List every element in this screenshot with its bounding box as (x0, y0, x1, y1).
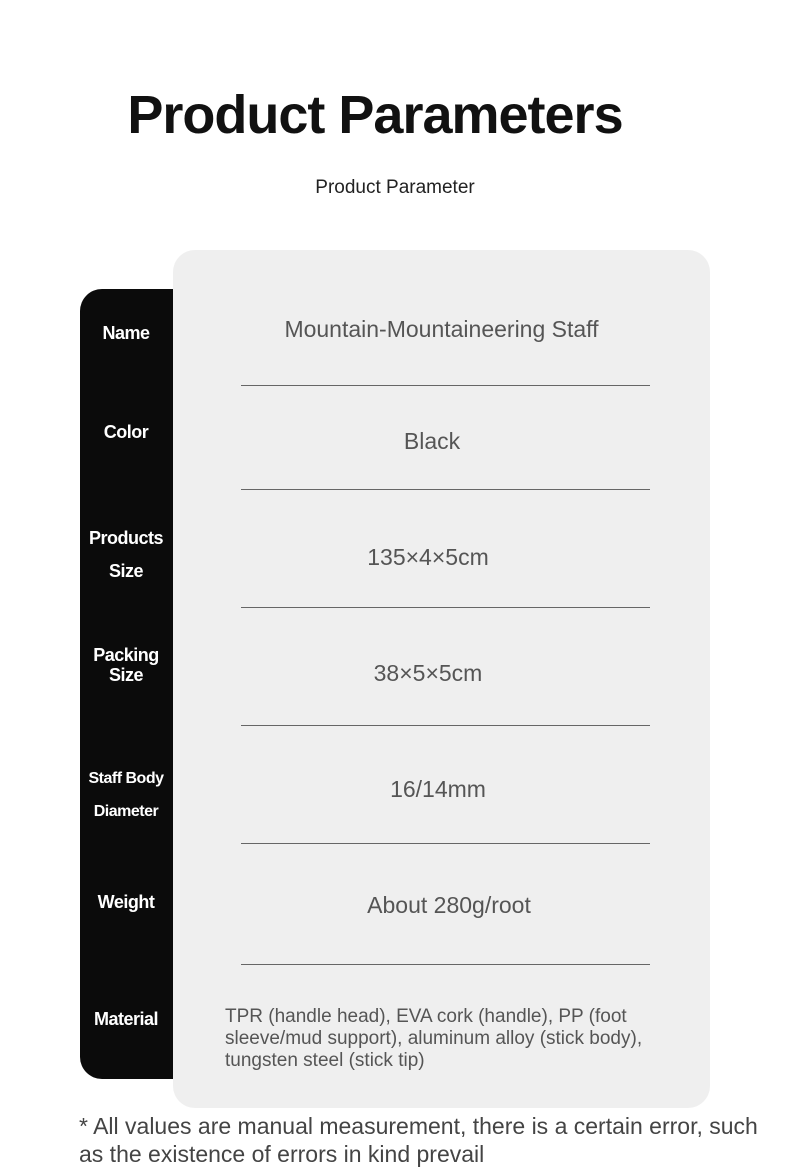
value-name: Mountain-Mountaineering Staff (284, 316, 599, 342)
label-color: Color (103, 422, 149, 442)
value-color: Black (403, 428, 461, 454)
label-packing-size: Packing Size (93, 645, 159, 685)
value-products-size: 135×4×5cm (367, 544, 489, 570)
divider (241, 725, 650, 726)
page-title: Product Parameters (127, 85, 623, 145)
divider (241, 607, 650, 608)
label-products-size: Products Size (88, 528, 163, 581)
label-weight: Weight (97, 892, 155, 912)
divider (241, 843, 650, 844)
value-material: TPR (handle head), EVA cork (handle), PP (foot sleeve/mud support), aluminum alloy (stick body), tungsten steel (stick tip) (225, 1006, 643, 1071)
value-packing-size: 38×5×5cm (373, 660, 483, 686)
divider (241, 964, 650, 965)
value-diameter: 16/14mm (390, 776, 486, 802)
label-material: Material (93, 1009, 159, 1029)
label-name: Name (102, 323, 150, 343)
label-staff-body-diameter: Staff Body Diameter (88, 770, 164, 820)
page-subtitle: Product Parameter (315, 177, 475, 198)
divider (241, 385, 650, 386)
value-weight: About 280g/root (367, 892, 531, 918)
divider (241, 489, 650, 490)
measurement-note: * All values are manual measurement, there is a certain error, such as the existence of errors in kind prevail (79, 1113, 758, 1167)
